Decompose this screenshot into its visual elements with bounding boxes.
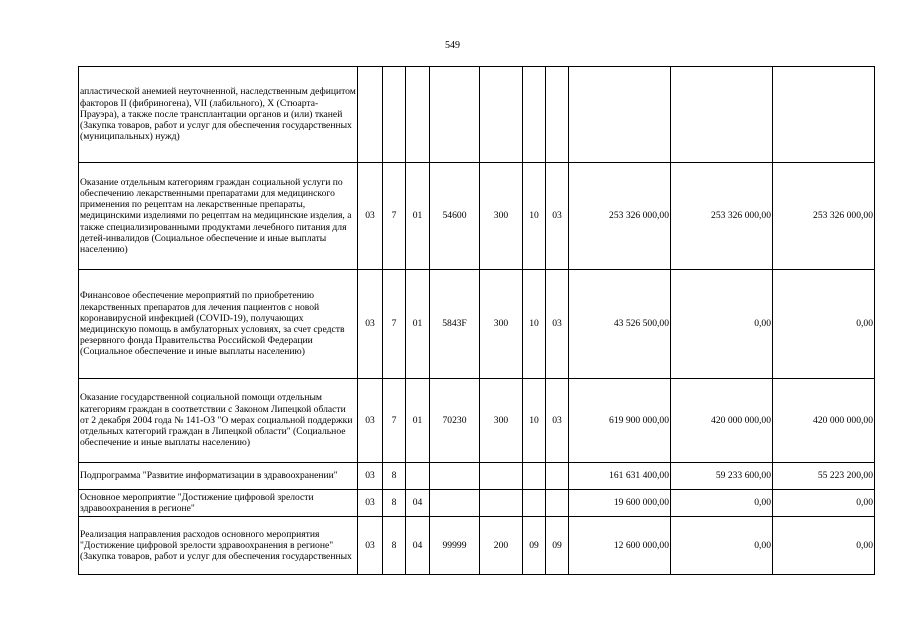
code-section: [523, 463, 546, 490]
sum-year-3: 253 326 000,00: [773, 163, 875, 270]
code-event: [406, 463, 430, 490]
code-subsection: 09: [546, 517, 569, 575]
code-section: [523, 490, 546, 517]
sum-year-3: 0,00: [773, 490, 875, 517]
sum-year-1: 43 526 500,00: [569, 270, 671, 379]
code-section: 10: [523, 379, 546, 463]
code-direction: [430, 67, 480, 163]
sum-year-1: 253 326 000,00: [569, 163, 671, 270]
code-event: 01: [406, 379, 430, 463]
code-direction: [430, 490, 480, 517]
code-subsection: [546, 463, 569, 490]
code-subprogram: 7: [383, 163, 406, 270]
code-subprogram: 7: [383, 270, 406, 379]
sum-year-1: [569, 67, 671, 163]
code-subsection: [546, 67, 569, 163]
table-row: [79, 463, 875, 490]
sum-year-2: 253 326 000,00: [671, 163, 773, 270]
code-program: 03: [358, 463, 383, 490]
table-row: [79, 270, 875, 379]
code-event: 04: [406, 490, 430, 517]
code-subprogram: [383, 67, 406, 163]
code-direction: 54600: [430, 163, 480, 270]
code-section: 10: [523, 163, 546, 270]
code-program: [358, 67, 383, 163]
code-section: 10: [523, 270, 546, 379]
code-program: 03: [358, 517, 383, 575]
page-number: 549: [445, 40, 460, 51]
sum-year-3: 0,00: [773, 517, 875, 575]
code-subprogram: 8: [383, 490, 406, 517]
code-program: 03: [358, 270, 383, 379]
table-row: [79, 517, 875, 575]
code-subprogram: 8: [383, 463, 406, 490]
code-event: [406, 67, 430, 163]
table-row: [79, 67, 875, 163]
sum-year-1: 19 600 000,00: [569, 490, 671, 517]
table-row: [79, 379, 875, 463]
code-program: 03: [358, 163, 383, 270]
code-expense-type: 300: [480, 270, 523, 379]
row-description: Оказание отдельным категориям граждан социальной услуги по обеспечению лекарственными препаратами для медицинского применения по рецептам на лекарственные препараты, медицинскими изделиями по рецептам на медицинские изделия, а также специализированными продуктами лечебного питания для детей-инвалидов (Социальное обеспечение и иные выплаты населению): [79, 163, 358, 270]
code-event: 01: [406, 163, 430, 270]
code-subsection: [546, 490, 569, 517]
code-section: [523, 67, 546, 163]
sum-year-3: 420 000 000,00: [773, 379, 875, 463]
code-expense-type: 200: [480, 517, 523, 575]
budget-table: [78, 66, 875, 575]
sum-year-3: 55 223 200,00: [773, 463, 875, 490]
code-program: 03: [358, 490, 383, 517]
sum-year-2: 59 233 600,00: [671, 463, 773, 490]
code-expense-type: [480, 463, 523, 490]
row-description: Реализация направления расходов основного мероприятия "Достижение цифровой зрелости здравоохранения в регионе" (Закупка товаров, работ и услуг для обеспечения государственных: [79, 517, 358, 575]
sum-year-1: 619 900 000,00: [569, 379, 671, 463]
code-subsection: 03: [546, 379, 569, 463]
sum-year-2: 0,00: [671, 517, 773, 575]
sum-year-3: [773, 67, 875, 163]
code-subprogram: 8: [383, 517, 406, 575]
code-expense-type: [480, 67, 523, 163]
code-expense-type: 300: [480, 163, 523, 270]
sum-year-2: 0,00: [671, 270, 773, 379]
code-subsection: 03: [546, 163, 569, 270]
row-description: апластической анемией неуточненной, наследственным дефицитом факторов II (фибриногена), VII (лабильного), X (Стюарта-Прауэра), а также после трансплантации органов и (или) тканей (Закупка товаров, работ и услуг для обеспечения государственных (муниципальных) нужд): [79, 67, 358, 163]
table-row: [79, 163, 875, 270]
sum-year-1: 12 600 000,00: [569, 517, 671, 575]
row-description: Подпрограмма "Развитие информатизации в здравоохранении": [79, 463, 358, 490]
code-expense-type: [480, 490, 523, 517]
code-program: 03: [358, 379, 383, 463]
code-expense-type: 300: [480, 379, 523, 463]
row-description: Основное мероприятие "Достижение цифровой зрелости здравоохранения в регионе": [79, 490, 358, 517]
row-description: Финансовое обеспечение мероприятий по приобретению лекарственных препаратов для лечения пациентов с новой коронавирусной инфекцией (COVID-19), получающих медицинскую помощь в амбулаторных условиях, за счет средств резервного фонда Правительства Российской Федерации (Социальное обеспечение и иные выплаты населению): [79, 270, 358, 379]
row-description: Оказание государственной социальной помощи отдельным категориям граждан в соответствии с Законом Липецкой области от 2 декабря 2004 года № 141-ОЗ "О мерах социальной поддержки отдельных категорий граждан в Липецкой области" (Социальное обеспечение и иные выплаты населению): [79, 379, 358, 463]
code-direction: 99999: [430, 517, 480, 575]
sum-year-2: [671, 67, 773, 163]
code-event: 04: [406, 517, 430, 575]
sum-year-3: 0,00: [773, 270, 875, 379]
code-direction: 70230: [430, 379, 480, 463]
code-subprogram: 7: [383, 379, 406, 463]
code-subsection: 03: [546, 270, 569, 379]
code-direction: [430, 463, 480, 490]
code-section: 09: [523, 517, 546, 575]
code-direction: 5843F: [430, 270, 480, 379]
table-row: [79, 490, 875, 517]
sum-year-2: 0,00: [671, 490, 773, 517]
code-event: 01: [406, 270, 430, 379]
sum-year-2: 420 000 000,00: [671, 379, 773, 463]
sum-year-1: 161 631 400,00: [569, 463, 671, 490]
